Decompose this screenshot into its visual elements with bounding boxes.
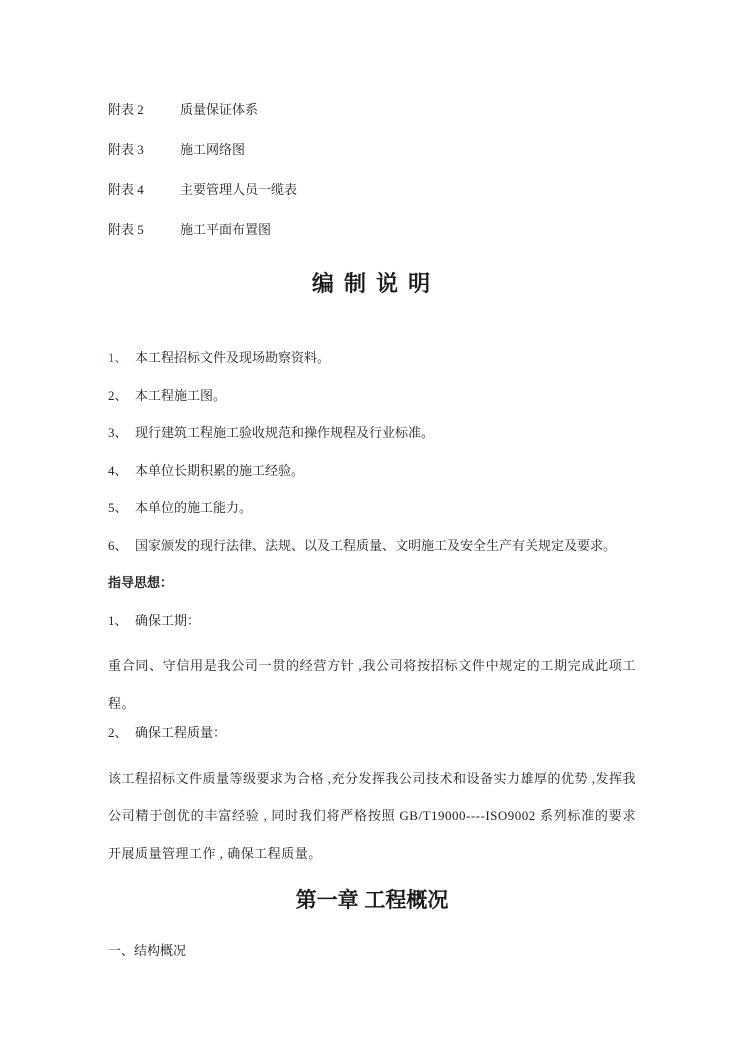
- item-number: 5、: [108, 500, 128, 515]
- point-title: 确保工程质量：: [135, 725, 227, 740]
- item-text: 本单位的施工能力。: [135, 500, 253, 515]
- guiding-thought-row: [108, 572, 636, 610]
- basis-item: [108, 497, 636, 535]
- attachment-row: [108, 139, 636, 179]
- point-number: 1、: [108, 612, 128, 628]
- guiding-thought-label: 指导思想：: [108, 575, 174, 590]
- attachment-label: 附表 3: [108, 142, 144, 157]
- attachment-title: 质量保证体系: [180, 102, 259, 117]
- point-title-row: [108, 722, 636, 760]
- attachment-row: [108, 99, 636, 139]
- attachment-title: 主要管理人员一缆表: [180, 182, 298, 197]
- item-number: 3、: [108, 425, 128, 440]
- attachment-label: 附表 5: [108, 222, 144, 237]
- point-number: 2、: [108, 725, 128, 740]
- item-text: 国家颁发的现行法律、法规、以及工程质量、文明施工及安全生产有关规定及要求。: [135, 537, 617, 553]
- item-text: 本工程招标文件及现场勘察资料。: [135, 350, 331, 365]
- basis-item: [108, 535, 636, 573]
- basis-item: [108, 385, 636, 423]
- point-title: 确保工期：: [135, 612, 201, 628]
- point-body: 重合同、守信用是我公司一贯的经营方针 ,我公司将按招标文件中规定的工期完成此项工程。: [108, 658, 636, 711]
- item-number: 1、: [108, 350, 128, 365]
- attachment-row: [108, 219, 636, 259]
- compilation-notes-heading: 编 制 说 明: [311, 271, 433, 296]
- attachment-label: 附表 4: [108, 182, 144, 197]
- attachment-title: 施工网络图: [180, 142, 246, 157]
- point-title-row: [108, 610, 636, 648]
- item-number: 2、: [108, 387, 128, 403]
- section-structure-overview: 一、结构概况: [108, 943, 187, 958]
- item-text: 现行建筑工程施工验收规范和操作规程及行业标准。: [135, 425, 435, 440]
- basis-item: [108, 422, 636, 460]
- item-number: 6、: [108, 537, 128, 553]
- item-number: 4、: [108, 462, 128, 478]
- attachment-row: [108, 179, 636, 219]
- point-body: 该工程招标文件质量等级要求为合格 ,充分发挥我公司技术和设备实力雄厚的优势 ,发挥我公司精于创优的丰富经验 , 同时我们将严格按照 GB/T19000----ISO9002 系列标准的要求开展质量管理工作 , 确保工程质量。: [108, 770, 637, 861]
- chapter-one-heading: 第一章 工程概况: [295, 889, 449, 912]
- basis-item: [108, 347, 636, 385]
- item-text: 本工程施工图。: [135, 387, 227, 403]
- item-text: 本单位长期积累的施工经验。: [135, 462, 305, 478]
- attachment-title: 施工平面布置图: [180, 222, 272, 237]
- attachment-label: 附表 2: [108, 102, 144, 117]
- basis-item: [108, 460, 636, 498]
